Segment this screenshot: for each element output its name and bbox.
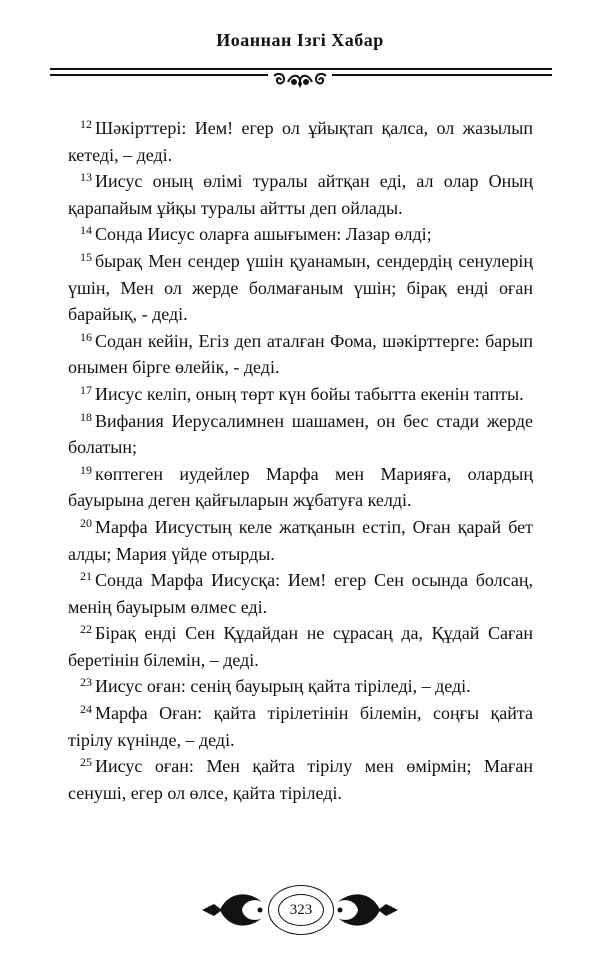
- verse: [68, 168, 533, 221]
- verse-text: Сонда Марфа Иисусқа: Ием! егер Сен осында болсаң, менің бауырым өлмес еді.: [68, 570, 533, 617]
- verse-text: Иисус оған: сенің бауырың қайта тіріледі, – деді.: [95, 676, 471, 697]
- verse-text: Иисус оған: Мен қайта тірілу мен өмірмін; Маған сенуші, егер ол өлсе, қайта тіріледі.: [68, 756, 533, 803]
- page-number: 323: [278, 894, 324, 926]
- verse-text: Шәкірттері: Ием! егер ол ұйықтап қалса, ол жазылып кетеді, – деді.: [68, 118, 533, 165]
- verse-text: бырақ Мен сендер үшін қуанамын, сендердің сенулерің үшін, Мен ол жерде болмағаным үшін; бірақ енді оған барайық, - деді.: [68, 250, 533, 325]
- verse: [68, 700, 533, 753]
- verse: [68, 115, 533, 168]
- verse: [68, 567, 533, 620]
- page-body: [68, 115, 533, 806]
- verse-text: Вифания Иерусалимнен шашамен, он бес стади жерде болатын;: [68, 410, 533, 458]
- verse: [68, 753, 533, 806]
- verse-text: Содан кейін, Егіз деп аталған Фома, шәкірттерге: барып онымен бірге өлейік, - деді.: [68, 330, 533, 378]
- page-footer: [200, 880, 400, 940]
- verse: [68, 620, 533, 673]
- verse: [68, 221, 533, 248]
- verse-number: 22: [80, 622, 92, 637]
- verse-number: 25: [80, 755, 92, 770]
- verse-text: Марфа Иисустың келе жатқанын естіп, Оған қарай бет алды; Мария үйде отырды.: [68, 516, 533, 564]
- verse-number: 18: [80, 409, 92, 424]
- verse-number: 13: [80, 170, 92, 185]
- verse-text: көптеген иудейлер Марфа мен Марияға, олардың бауырына деген қайғыларын жұбатуға келді.: [68, 463, 533, 511]
- verse-number: 24: [80, 702, 92, 717]
- verse: [68, 248, 533, 328]
- verse: [68, 514, 533, 567]
- verse-text: Иисус келіп, оның төрт күн бойы табытта екенін тапты.: [95, 383, 524, 404]
- verse-text: Бірақ енді Сен Құдайдан не сұрасаң да, Құдай Саған беретінін білемін, – деді.: [68, 623, 533, 670]
- verse-number: 21: [80, 569, 92, 584]
- verse-number: 23: [80, 675, 92, 690]
- verse-number: 14: [80, 223, 92, 238]
- verse: [68, 673, 533, 700]
- verse-number: 12: [80, 117, 92, 131]
- verse: [68, 328, 533, 381]
- verse-number: 16: [80, 329, 92, 344]
- running-header-title: Иоаннан Ізгі Хабар: [216, 30, 384, 50]
- verse: [68, 381, 533, 408]
- verse-text: Иисус оның өлімі туралы айтқан еді, ал олар Оның қарапайым ұйқы туралы айтты деп ойлады.: [68, 171, 533, 218]
- verse-text: Сонда Иисус оларға ашығымен: Лазар өлді;: [95, 224, 432, 245]
- verse-number: 20: [80, 515, 92, 530]
- verse-number: 15: [80, 249, 92, 264]
- verse: [68, 461, 533, 514]
- verse: [68, 408, 533, 461]
- verse-number: 19: [80, 462, 92, 477]
- verse-number: 17: [80, 382, 92, 397]
- verse-text: Марфа Оған: қайта тірілетінін білемін, соңғы қайта тірілу күнінде, – деді.: [68, 703, 533, 750]
- ornament-icon: [268, 70, 332, 90]
